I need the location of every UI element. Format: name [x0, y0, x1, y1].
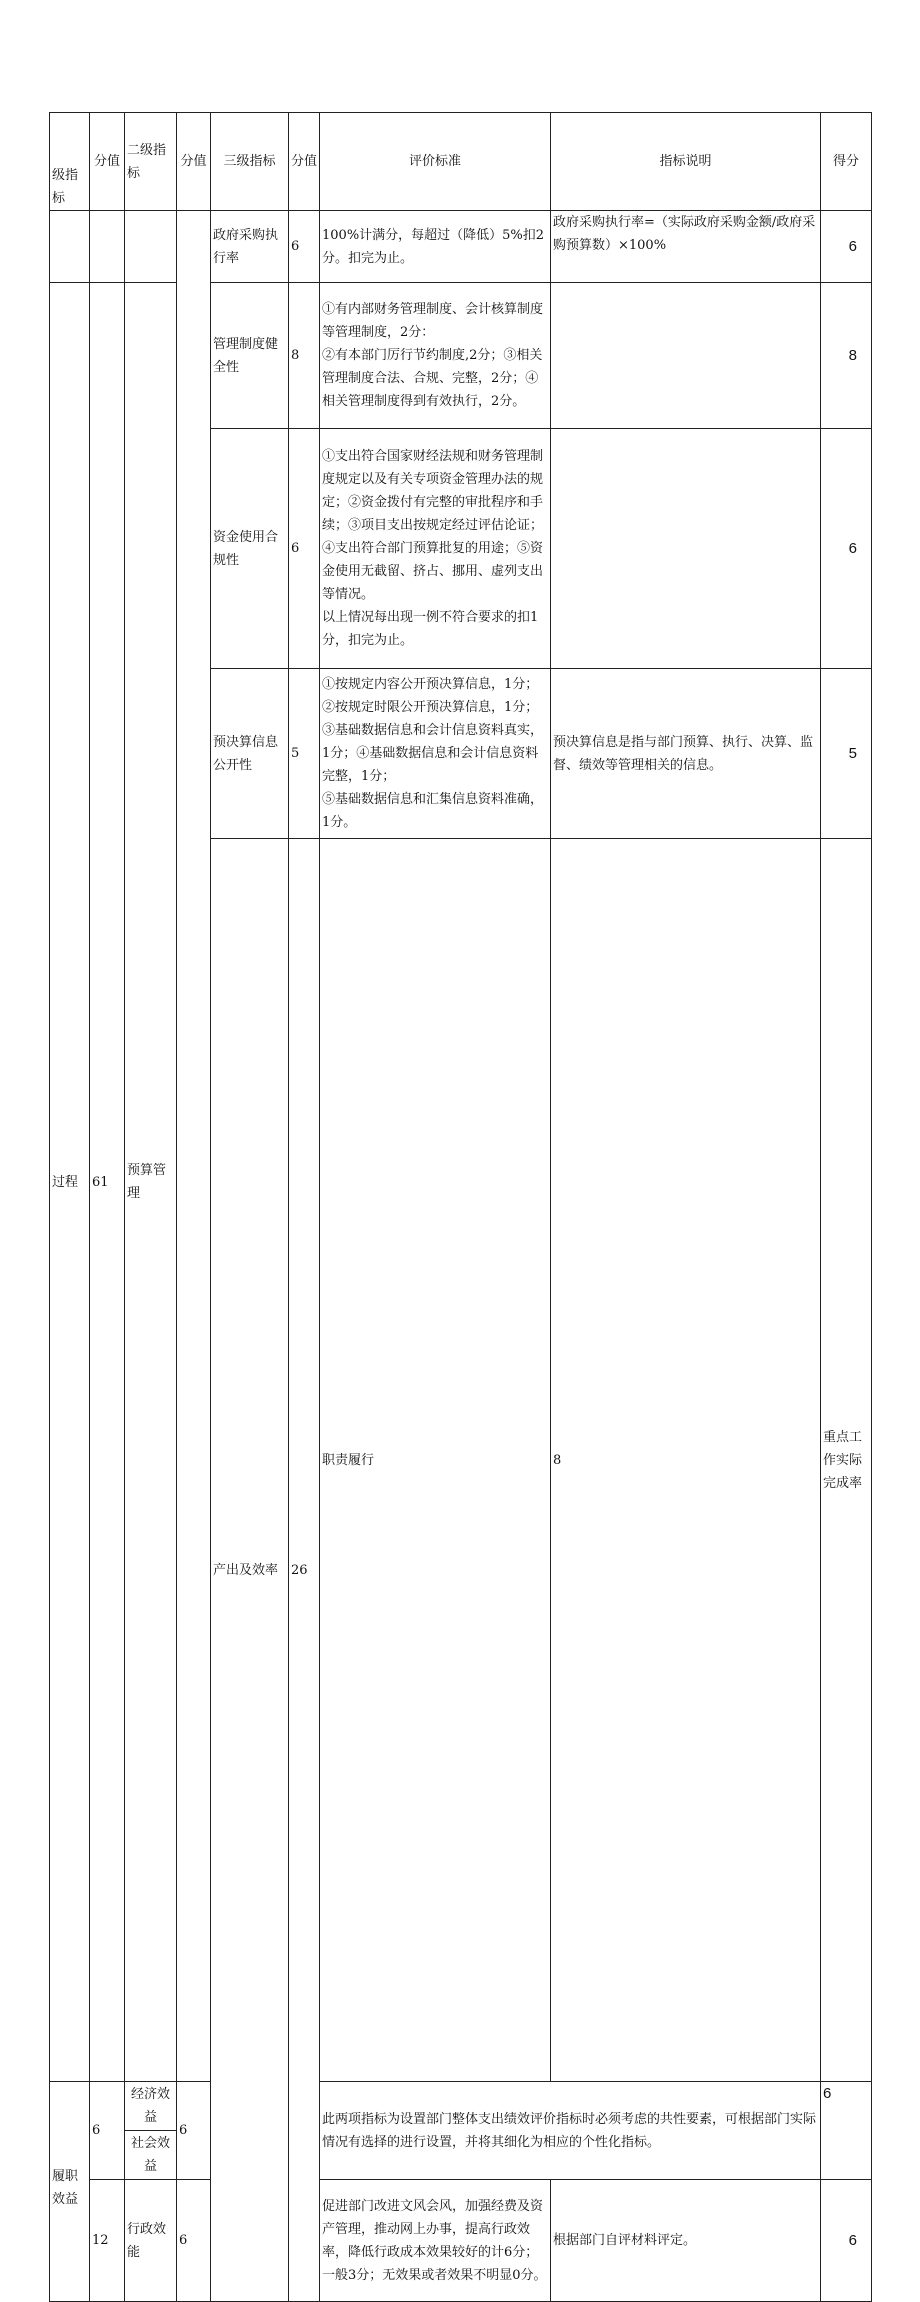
score2-duty: 8	[551, 839, 821, 2082]
score-cell: 6	[821, 2082, 872, 2180]
level1-process: 过程	[50, 283, 90, 2082]
evaluation-table	[49, 112, 872, 2302]
level2-duty: 职责履行	[320, 839, 551, 2082]
level3-cell: 政府采购执行率	[211, 211, 289, 283]
score1-output: 26	[289, 839, 320, 2302]
score2-cell: 12	[90, 2180, 125, 2302]
table-row	[50, 283, 872, 429]
score-cell: 6	[821, 211, 872, 283]
description-cell: 预决算信息是指与部门预算、执行、决算、监督、绩效等管理相关的信息。	[551, 669, 821, 839]
criteria-cell: 100%计满分，每超过（降低）5%扣2分。扣完为止。	[320, 211, 551, 283]
level2-cell	[125, 211, 177, 283]
header-score1: 分值	[90, 113, 125, 211]
description-cell	[551, 429, 821, 669]
score-cell: 5	[821, 669, 872, 839]
level2-budget: 预算管理	[125, 283, 177, 2082]
header-level3: 三级指标	[211, 113, 289, 211]
score3-cell: 5	[289, 669, 320, 839]
score3-cell: 8	[289, 283, 320, 429]
description-cell: 根据部门自评材料评定。	[551, 2180, 821, 2302]
level3-cell: 预决算信息公开性	[211, 669, 289, 839]
criteria-cell: ①按规定内容公开预决算信息，1分；②按规定时限公开预决算信息，1分；③基础数据信息和会计信息资料真实，1分；④基础数据信息和会计信息资料完整，1分； ⑤基础数据信息和汇集信息资料准确，1分。	[320, 669, 551, 839]
level3-cell: 社会效益	[125, 2131, 177, 2180]
header-criteria: 评价标准	[320, 113, 551, 211]
score1-cell	[90, 211, 125, 283]
score1-process: 61	[90, 283, 125, 2082]
score2-cell	[177, 211, 211, 2082]
score-cell: 6	[821, 2180, 872, 2302]
score-cell: 6	[821, 429, 872, 669]
criteria-cell: ①支出符合国家财经法规和财务管理制度规定以及有关专项资金管理办法的规定；②资金拨付有完整的审批程序和手续；③项目支出按规定经过评估论证；④支出符合部门预算批复的用途；⑤资金使用无截留、挤占、挪用、虚列支出等情况。 以上情况每出现一例不符合要求的扣1分，扣完为止。	[320, 429, 551, 669]
score3-cell: 6	[177, 2082, 211, 2180]
table-row	[50, 2180, 872, 2302]
criteria-merged-cell: 此两项指标为设置部门整体支出绩效评价指标时必须考虑的共性要素，可根据部门实际情况有选择的进行设置，并将其细化为相应的个性化指标。	[320, 2082, 821, 2180]
table-row	[50, 2082, 872, 2131]
header-level2: 二级指标	[125, 113, 177, 211]
table-row	[50, 211, 872, 283]
header-score3: 分值	[289, 113, 320, 211]
level3-cell: 经济效益	[125, 2082, 177, 2131]
level1-cell	[50, 211, 90, 283]
score2-effect: 6	[90, 2082, 125, 2180]
level2-effect: 履职效益	[50, 2082, 90, 2302]
header-row	[50, 113, 872, 211]
header-score: 得分	[821, 113, 872, 211]
description-cell: 政府采购执行率=（实际政府采购金额/政府采购预算数）×100%	[551, 211, 821, 283]
score3-cell: 6	[289, 211, 320, 283]
header-description: 指标说明	[551, 113, 821, 211]
header-score2: 分值	[177, 113, 211, 211]
score-cell: 8	[821, 283, 872, 429]
score3-cell: 6	[177, 2180, 211, 2302]
level3-cell: 资金使用合规性	[211, 429, 289, 669]
level3-cell: 行政效能	[125, 2180, 177, 2302]
level3-cell: 重点工作实际完成率	[821, 839, 872, 2082]
score3-cell: 6	[289, 429, 320, 669]
description-cell	[551, 283, 821, 429]
level3-cell: 管理制度健全性	[211, 283, 289, 429]
criteria-cell: ①有内部财务管理制度、会计核算制度等管理制度，2分： ②有本部门厉行节约制度,2分；③相关管理制度合法、合规、完整，2分；④相关管理制度得到有效执行，2分。	[320, 283, 551, 429]
header-level1: 级指标	[50, 113, 90, 211]
criteria-cell: 促进部门改进文风会风，加强经费及资产管理，推动网上办事，提高行政效率，降低行政成本效果较好的计6分；一般3分；无效果或者效果不明显0分。	[320, 2180, 551, 2302]
level1-output: 产出及效率	[211, 839, 289, 2302]
